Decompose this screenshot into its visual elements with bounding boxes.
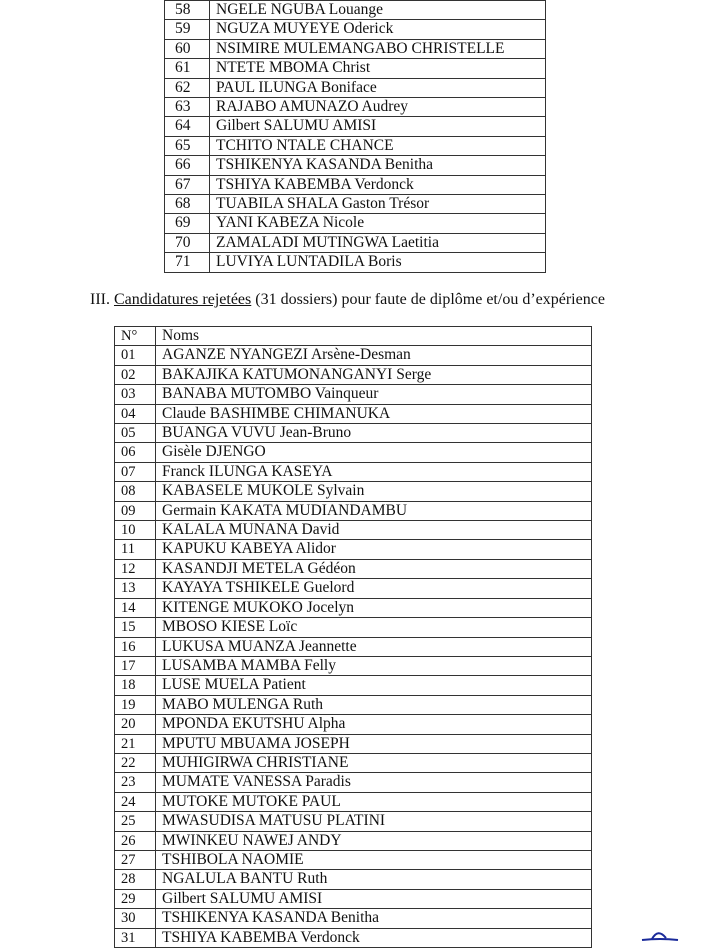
row-number: 04 — [115, 404, 156, 423]
section-heading-rejected — [90, 291, 605, 309]
row-number: 07 — [115, 462, 156, 481]
table-header-row — [115, 327, 592, 346]
row-name: LUVIYA LUNTADILA Boris — [210, 253, 546, 272]
table-row — [165, 253, 546, 272]
table-row — [165, 59, 546, 78]
table-row — [115, 365, 592, 384]
row-name: KAYAYA TSHIKELE Guelord — [156, 579, 592, 598]
row-number: 59 — [165, 20, 210, 39]
row-number: 12 — [115, 559, 156, 578]
row-number: 18 — [115, 676, 156, 695]
table-row — [115, 521, 592, 540]
table-row — [115, 812, 592, 831]
table-row — [115, 909, 592, 928]
row-number: 11 — [115, 540, 156, 559]
table-row — [115, 715, 592, 734]
row-number: 62 — [165, 78, 210, 97]
row-name: KABASELE MUKOLE Sylvain — [156, 482, 592, 501]
table-row — [115, 676, 592, 695]
row-name: TSHIKENYA KASANDA Benitha — [156, 909, 592, 928]
row-name: TSHIBOLA NAOMIE — [156, 850, 592, 869]
row-name: MUMATE VANESSA Paradis — [156, 773, 592, 792]
row-number: 16 — [115, 637, 156, 656]
row-name: YANI KABEZA Nicole — [210, 214, 546, 233]
row-name: PAUL ILUNGA Boniface — [210, 78, 546, 97]
row-name: KITENGE MUKOKO Jocelyn — [156, 598, 592, 617]
row-number: 60 — [165, 39, 210, 58]
row-number: 31 — [115, 928, 156, 947]
row-name: Gisèle DJENGO — [156, 443, 592, 462]
table-row — [115, 462, 592, 481]
row-name: MBOSO KIESE Loïc — [156, 618, 592, 637]
row-number: 27 — [115, 850, 156, 869]
row-number: 30 — [115, 909, 156, 928]
table-row — [115, 482, 592, 501]
row-name: LUSAMBA MAMBA Felly — [156, 656, 592, 675]
row-number: 58 — [165, 1, 210, 20]
table-row — [115, 831, 592, 850]
row-number: 23 — [115, 773, 156, 792]
candidates-table-continued — [164, 0, 546, 273]
section-title-rest: (31 dossiers) pour faute de diplôme et/ou d’expérience — [251, 291, 605, 308]
section-title-underlined: Candidatures rejetées — [113, 291, 252, 308]
table-row — [115, 598, 592, 617]
row-number: 22 — [115, 753, 156, 772]
row-number: 69 — [165, 214, 210, 233]
row-name: Gilbert SALUMU AMISI — [156, 889, 592, 908]
row-number: 14 — [115, 598, 156, 617]
row-name: AGANZE NYANGEZI Arsène-Desman — [156, 346, 592, 365]
row-name: Claude BASHIMBE CHIMANUKA — [156, 404, 592, 423]
row-name: NSIMIRE MULEMANGABO CHRISTELLE — [210, 39, 546, 58]
row-number: 24 — [115, 792, 156, 811]
row-name: Franck ILUNGA KASEYA — [156, 462, 592, 481]
row-number: 13 — [115, 579, 156, 598]
table-row — [115, 540, 592, 559]
table-row — [115, 404, 592, 423]
row-name: MABO MULENGA Ruth — [156, 695, 592, 714]
table-row — [165, 117, 546, 136]
row-number: 26 — [115, 831, 156, 850]
table-row — [165, 98, 546, 117]
table-row — [115, 889, 592, 908]
row-name: MWASUDISA MATUSU PLATINI — [156, 812, 592, 831]
row-name: KALALA MUNANA David — [156, 521, 592, 540]
row-name: KASANDJI METELA Gédéon — [156, 559, 592, 578]
row-number: 09 — [115, 501, 156, 520]
table-row — [115, 773, 592, 792]
row-name: MPUTU MBUAMA JOSEPH — [156, 734, 592, 753]
table-row — [165, 1, 546, 20]
table-row — [115, 753, 592, 772]
table-row — [115, 424, 592, 443]
row-number: 25 — [115, 812, 156, 831]
table-row — [115, 559, 592, 578]
row-name: TSHIYA KABEMBA Verdonck — [156, 928, 592, 947]
table-row — [115, 695, 592, 714]
row-name: TSHIKENYA KASANDA Benitha — [210, 156, 546, 175]
row-number: 66 — [165, 156, 210, 175]
row-name: Gilbert SALUMU AMISI — [210, 117, 546, 136]
table-row — [115, 734, 592, 753]
table-row — [115, 501, 592, 520]
row-number: 67 — [165, 175, 210, 194]
row-number: 64 — [165, 117, 210, 136]
row-name: RAJABO AMUNAZO Audrey — [210, 98, 546, 117]
table-row — [165, 214, 546, 233]
row-name: MWINKEU NAWEJ ANDY — [156, 831, 592, 850]
rejected-candidates-table — [114, 326, 592, 948]
table-row — [165, 195, 546, 214]
row-name: NTETE MBOMA Christ — [210, 59, 546, 78]
row-name: BANABA MUTOMBO Vainqueur — [156, 385, 592, 404]
row-number: 10 — [115, 521, 156, 540]
row-name: LUSE MUELA Patient — [156, 676, 592, 695]
row-name: TCHITO NTALE CHANCE — [210, 136, 546, 155]
row-number: 70 — [165, 233, 210, 252]
table-row — [115, 656, 592, 675]
row-number: 15 — [115, 618, 156, 637]
row-number: 06 — [115, 443, 156, 462]
row-number: 05 — [115, 424, 156, 443]
row-name: BAKAJIKA KATUMONANGANYI Serge — [156, 365, 592, 384]
table-row — [115, 385, 592, 404]
table-row — [115, 443, 592, 462]
row-number: 01 — [115, 346, 156, 365]
row-name: MUTOKE MUTOKE PAUL — [156, 792, 592, 811]
table-row — [115, 870, 592, 889]
row-name: LUKUSA MUANZA Jeannette — [156, 637, 592, 656]
row-name: NGELE NGUBA Louange — [210, 1, 546, 20]
row-number: 29 — [115, 889, 156, 908]
row-number: 08 — [115, 482, 156, 501]
row-name: Germain KAKATA MUDIANDAMBU — [156, 501, 592, 520]
row-name: TUABILA SHALA Gaston Trésor — [210, 195, 546, 214]
row-number: 63 — [165, 98, 210, 117]
row-name: TSHIYA KABEMBA Verdonck — [210, 175, 546, 194]
row-number: 61 — [165, 59, 210, 78]
table-row — [165, 39, 546, 58]
table-row — [115, 792, 592, 811]
table-row — [165, 136, 546, 155]
table-row — [115, 637, 592, 656]
table-row — [165, 20, 546, 39]
row-number: 19 — [115, 695, 156, 714]
row-name: NGUZA MUYEYE Oderick — [210, 20, 546, 39]
table-row — [115, 928, 592, 947]
row-name: ZAMALADI MUTINGWA Laetitia — [210, 233, 546, 252]
table-row — [165, 233, 546, 252]
table-row — [165, 156, 546, 175]
table-row — [115, 850, 592, 869]
table-row — [165, 78, 546, 97]
row-number: 20 — [115, 715, 156, 734]
table-row — [115, 346, 592, 365]
row-name: KAPUKU KABEYA Alidor — [156, 540, 592, 559]
table-row — [115, 618, 592, 637]
row-name: MUHIGIRWA CHRISTIANE — [156, 753, 592, 772]
row-name: NGALULA BANTU Ruth — [156, 870, 592, 889]
row-number: 68 — [165, 195, 210, 214]
row-name: MPONDA EKUTSHU Alpha — [156, 715, 592, 734]
header-names: Noms — [156, 327, 592, 346]
row-number: 21 — [115, 734, 156, 753]
row-number: 65 — [165, 136, 210, 155]
row-name: BUANGA VUVU Jean-Bruno — [156, 424, 592, 443]
header-number: N° — [115, 327, 156, 346]
row-number: 28 — [115, 870, 156, 889]
table-row — [165, 175, 546, 194]
row-number: 03 — [115, 385, 156, 404]
row-number: 71 — [165, 253, 210, 272]
table-row — [115, 579, 592, 598]
row-number: 17 — [115, 656, 156, 675]
row-number: 02 — [115, 365, 156, 384]
section-number: III. — [90, 291, 114, 308]
